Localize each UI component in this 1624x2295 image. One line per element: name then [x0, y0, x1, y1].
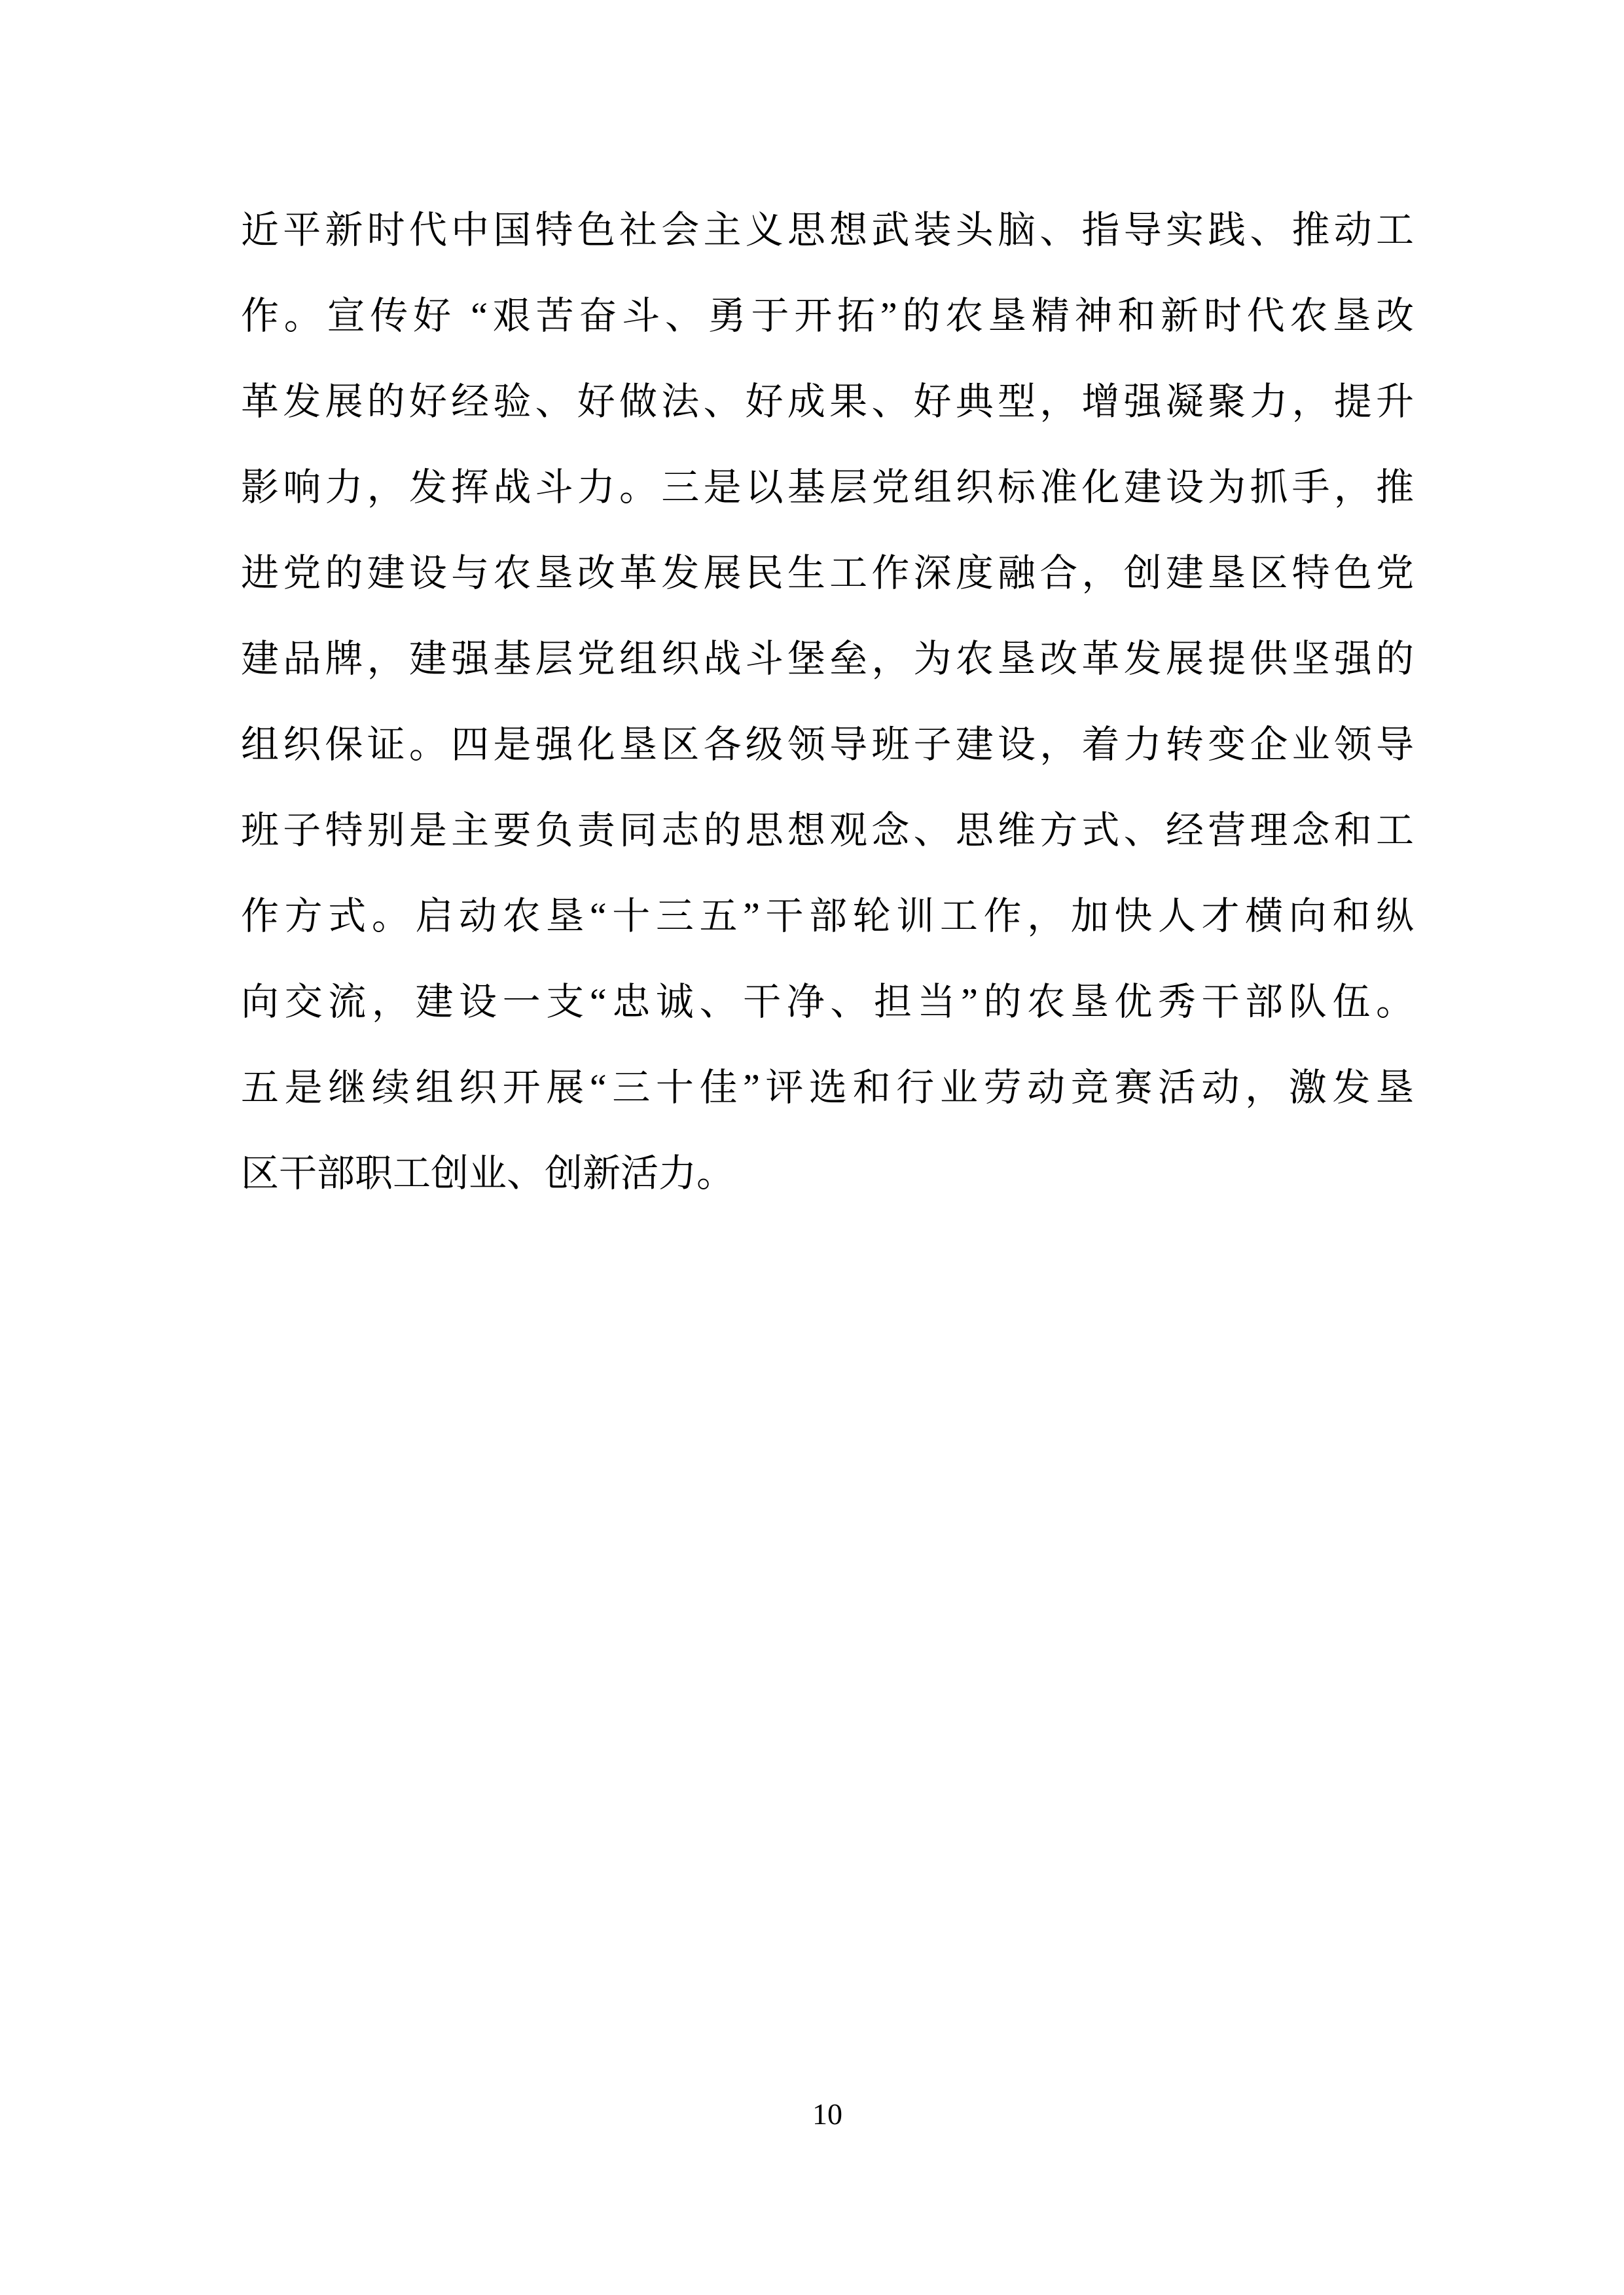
body-line: 区干部职工创业、创新活力。 [241, 1152, 735, 1195]
page-number: 10 [812, 2097, 842, 2131]
body-line: 近平新时代中国特色社会主义思想武装头脑、指导实践、推动工 [241, 209, 1414, 251]
body-line: 作。宣传好 “艰苦奋斗、勇于开拓”的农垦精神和新时代农垦改 [241, 295, 1414, 337]
body-line: 五是继续组织开展“三十佳”评选和行业劳动竞赛活动，激发垦 [241, 1066, 1414, 1109]
body-text [241, 187, 1414, 1216]
body-line: 建品牌，建强基层党组织战斗堡垒，为农垦改革发展提供坚强的 [241, 638, 1414, 680]
body-line: 作方式。启动农垦“十三五”干部轮训工作，加快人才横向和纵 [241, 895, 1414, 937]
body-line: 班子特别是主要负责同志的思想观念、思维方式、经营理念和工 [241, 809, 1414, 852]
body-line: 革发展的好经验、好做法、好成果、好典型，增强凝聚力，提升 [241, 380, 1414, 423]
body-line: 组织保证。四是强化垦区各级领导班子建设，着力转变企业领导 [241, 723, 1414, 766]
body-line: 向交流，建设一支“忠诚、干净、担当”的农垦优秀干部队伍。 [241, 981, 1414, 1023]
body-line: 进党的建设与农垦改革发展民生工作深度融合，创建垦区特色党 [241, 552, 1414, 594]
body-line: 影响力，发挥战斗力。三是以基层党组织标准化建设为抓手，推 [241, 466, 1414, 509]
